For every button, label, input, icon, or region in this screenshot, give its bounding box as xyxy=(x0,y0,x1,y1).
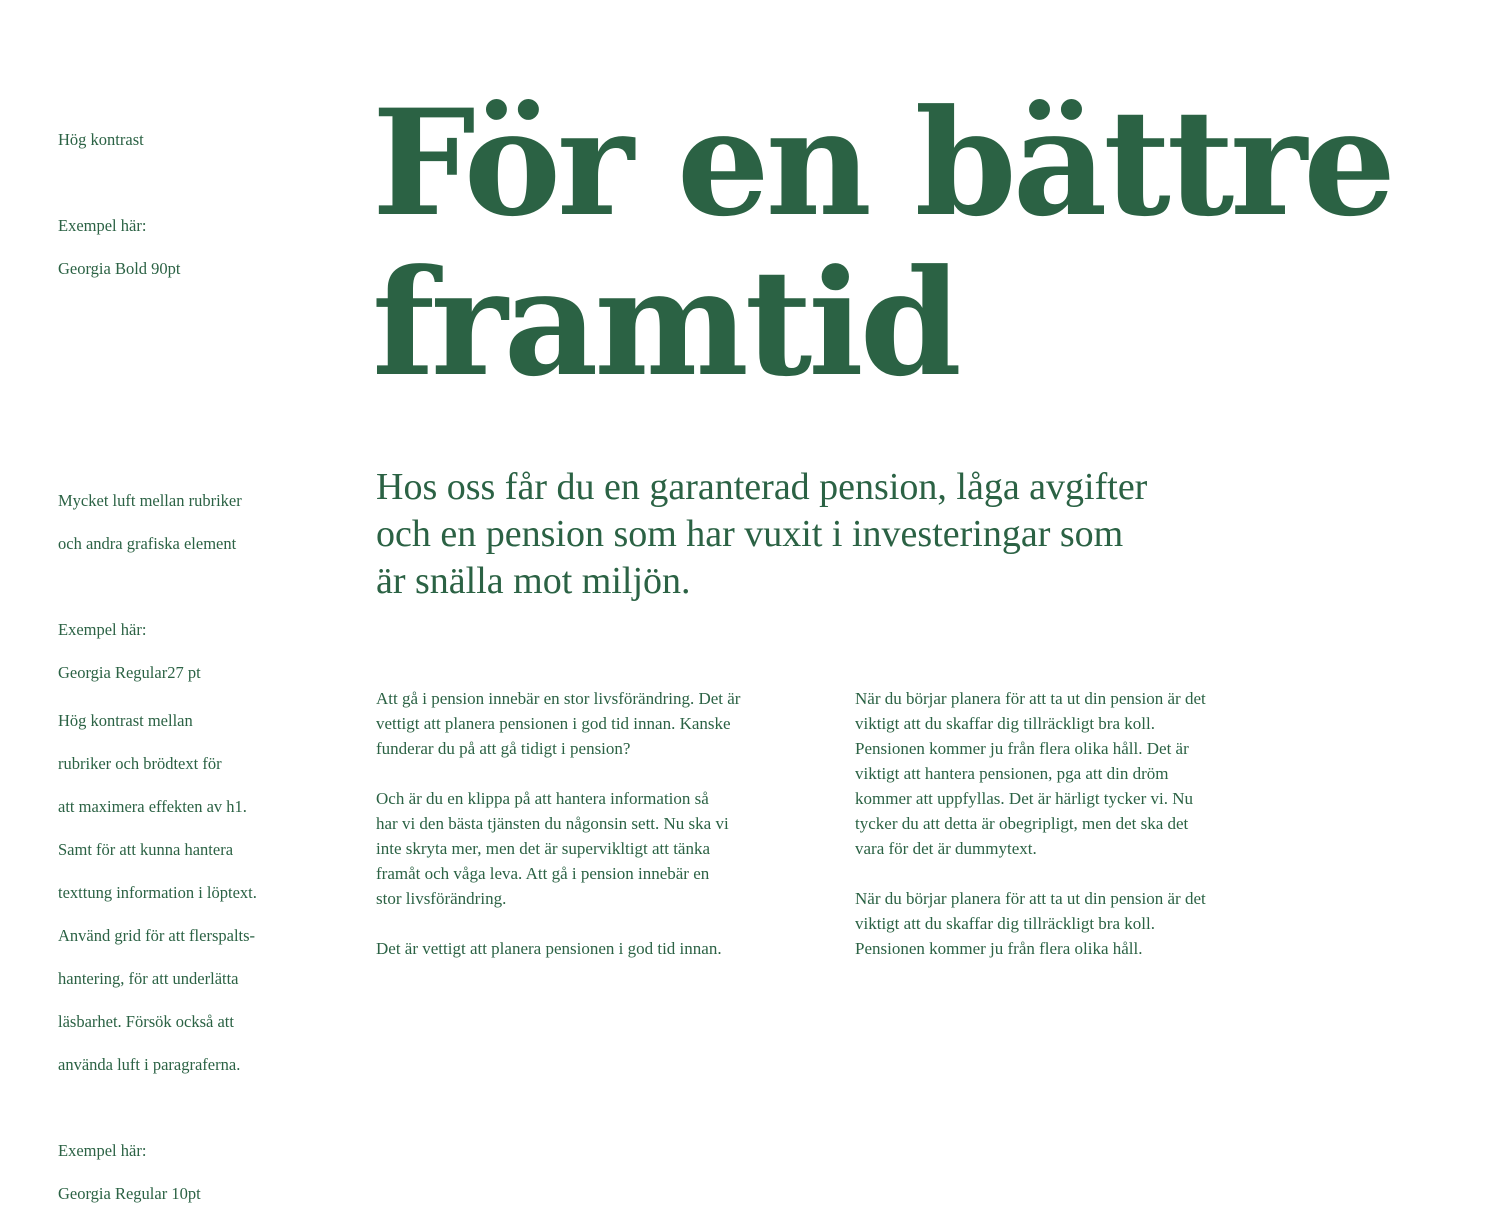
annotation-spacing-example-label: Exempel här: xyxy=(58,619,147,639)
body-column-2 xyxy=(855,686,1285,986)
body-paragraph xyxy=(376,686,806,761)
body-paragraph xyxy=(376,936,806,961)
body-line: Pensionen kommer ju från flera olika håll. Det är xyxy=(855,739,1189,758)
body-paragraph xyxy=(376,786,806,911)
annotation-spacing-line-2: och andra grafiska element xyxy=(58,533,237,553)
annotation-contrast xyxy=(58,107,318,301)
annotation-body-example-value: Georgia Regular 10pt xyxy=(58,1183,201,1203)
body-line: vara för det är dummytext. xyxy=(855,839,1037,858)
annotation-spacing xyxy=(58,468,318,705)
headline xyxy=(372,78,1492,409)
annotation-spacing-example-value: Georgia Regular27 pt xyxy=(58,662,201,682)
annotation-body-line: Samt för att kunna hantera xyxy=(58,839,234,859)
annotation-body-line: hantering, för att underlätta xyxy=(58,968,239,988)
body-paragraph xyxy=(855,686,1285,861)
body-line: Pensionen kommer ju från flera olika håll. xyxy=(855,939,1143,958)
body-line: stor livsförändring. xyxy=(376,889,507,908)
annotation-body-line: texttung information i löptext. xyxy=(58,882,257,902)
body-line: kommer att uppfyllas. Det är härligt tycker vi. Nu xyxy=(855,789,1194,808)
annotation-contrast-title: Hög kontrast xyxy=(58,129,144,149)
lead-line-1: Hos oss får du en garanterad pension, låga avgifter xyxy=(376,466,1148,508)
body-line: tycker du att detta är obegripligt, men det ska det xyxy=(855,814,1189,833)
lead-line-3: är snälla mot miljön. xyxy=(376,560,691,602)
annotation-contrast-example-label: Exempel här: xyxy=(58,215,147,235)
body-line: viktigt att du skaffar dig tillräckligt bra koll. xyxy=(855,914,1155,933)
body-line: framåt och våga leva. Att gå i pension innebär en xyxy=(376,864,710,883)
body-line: När du börjar planera för att ta ut din pension är det xyxy=(855,689,1206,708)
body-line: Och är du en klippa på att hantera information så xyxy=(376,789,709,808)
body-line: inte skryta mer, men det är supervikltigt att tänka xyxy=(376,839,711,858)
annotation-body-line: använda luft i paragraferna. xyxy=(58,1054,241,1074)
body-line: Det är vettigt att planera pensionen i god tid innan. xyxy=(376,939,722,958)
annotation-body-line: att maximera effekten av h1. xyxy=(58,796,247,816)
annotation-body-text xyxy=(58,688,318,1226)
annotation-body-line: Använd grid för att flerspalts- xyxy=(58,925,256,945)
body-line: vettigt att planera pensionen i god tid innan. Kanske xyxy=(376,714,731,733)
annotation-spacing-line-1: Mycket luft mellan rubriker xyxy=(58,490,242,510)
body-line: har vi den bästa tjänsten du någonsin sett. Nu ska vi xyxy=(376,814,729,833)
body-column-1 xyxy=(376,686,806,986)
body-line: När du börjar planera för att ta ut din pension är det xyxy=(855,889,1206,908)
headline-line-2: framtid xyxy=(372,238,958,409)
lead-line-2: och en pension som har vuxit i investeringar som xyxy=(376,513,1124,555)
annotation-body-line: läsbarhet. Försök också att xyxy=(58,1011,234,1031)
body-line: funderar du på att gå tidigt i pension? xyxy=(376,739,631,758)
lead-paragraph xyxy=(376,464,1276,605)
annotation-body-example-label: Exempel här: xyxy=(58,1140,147,1160)
annotation-body-line: rubriker och brödtext för xyxy=(58,753,222,773)
body-paragraph xyxy=(855,886,1285,961)
annotation-body-line: Hög kontrast mellan xyxy=(58,710,193,730)
body-line: viktigt att du skaffar dig tillräckligt bra koll. xyxy=(855,714,1155,733)
headline-line-1: För en bättre xyxy=(372,78,1393,249)
body-line: Att gå i pension innebär en stor livsförändring. Det är xyxy=(376,689,741,708)
body-line: viktigt att hantera pensionen, pga att din dröm xyxy=(855,764,1169,783)
annotation-contrast-example-value: Georgia Bold 90pt xyxy=(58,258,181,278)
